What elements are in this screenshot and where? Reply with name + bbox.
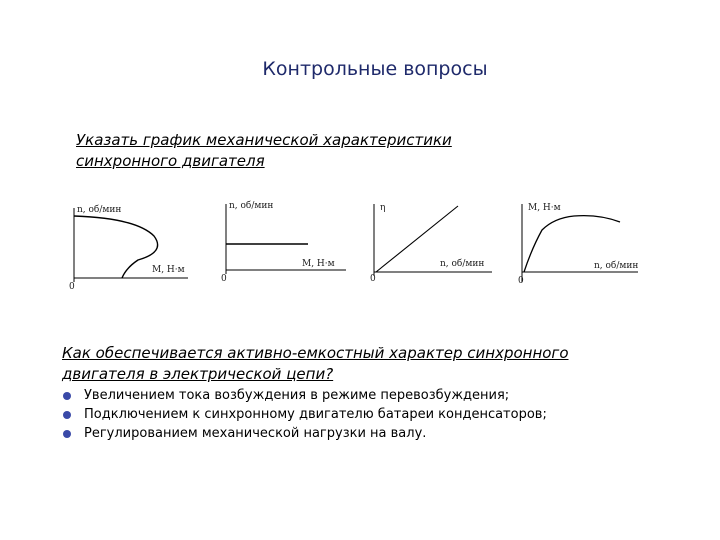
graph-1-y-label: n, об/мин	[77, 205, 122, 215]
answer-text: Увеличением тока возбуждения в режиме перевозбуждения;	[84, 388, 510, 403]
answer-item[interactable]	[62, 386, 547, 405]
question-1-line-2: синхронного двигателя	[76, 152, 265, 170]
question-2-line-2: двигателя в электрической цепи?	[62, 365, 334, 383]
page-title: Контрольные вопросы	[262, 58, 488, 80]
bullet-icon	[63, 392, 71, 400]
question-2-line-1: Как обеспечивается активно-емкостный характер синхронного	[62, 344, 569, 362]
graph-2[interactable]	[218, 200, 353, 290]
graph-3-y-label: η	[380, 203, 386, 213]
question-2	[62, 343, 569, 385]
graph-3-origin: 0	[370, 274, 376, 284]
question-1-line-1: Указать график механической характеристики	[76, 131, 452, 149]
graph-1[interactable]	[66, 200, 196, 290]
graph-4-y-label: M, Н·м	[528, 203, 561, 213]
graph-1-x-label: M, Н·м	[152, 265, 185, 275]
graph-2-origin: 0	[221, 274, 227, 284]
graph-4-x-label: n, об/мин	[594, 261, 639, 271]
answer-text: Регулированием механической нагрузки на валу.	[84, 426, 427, 441]
graph-3[interactable]	[366, 200, 496, 290]
graph-1-origin: 0	[69, 282, 75, 292]
question-1	[76, 130, 452, 172]
bullet-icon	[63, 430, 71, 438]
graph-2-y-label: n, об/мин	[229, 201, 274, 211]
graph-2-x-label: M, Н·м	[302, 259, 335, 269]
answer-list	[62, 386, 547, 443]
graph-4[interactable]	[514, 200, 644, 290]
answer-text: Подключением к синхронному двигателю батареи конденсаторов;	[84, 407, 547, 422]
graph-3-x-label: n, об/мин	[440, 259, 485, 269]
answer-item[interactable]	[62, 405, 547, 424]
graph-4-origin: 0	[518, 276, 524, 286]
answer-item[interactable]	[62, 424, 547, 443]
bullet-icon	[63, 411, 71, 419]
